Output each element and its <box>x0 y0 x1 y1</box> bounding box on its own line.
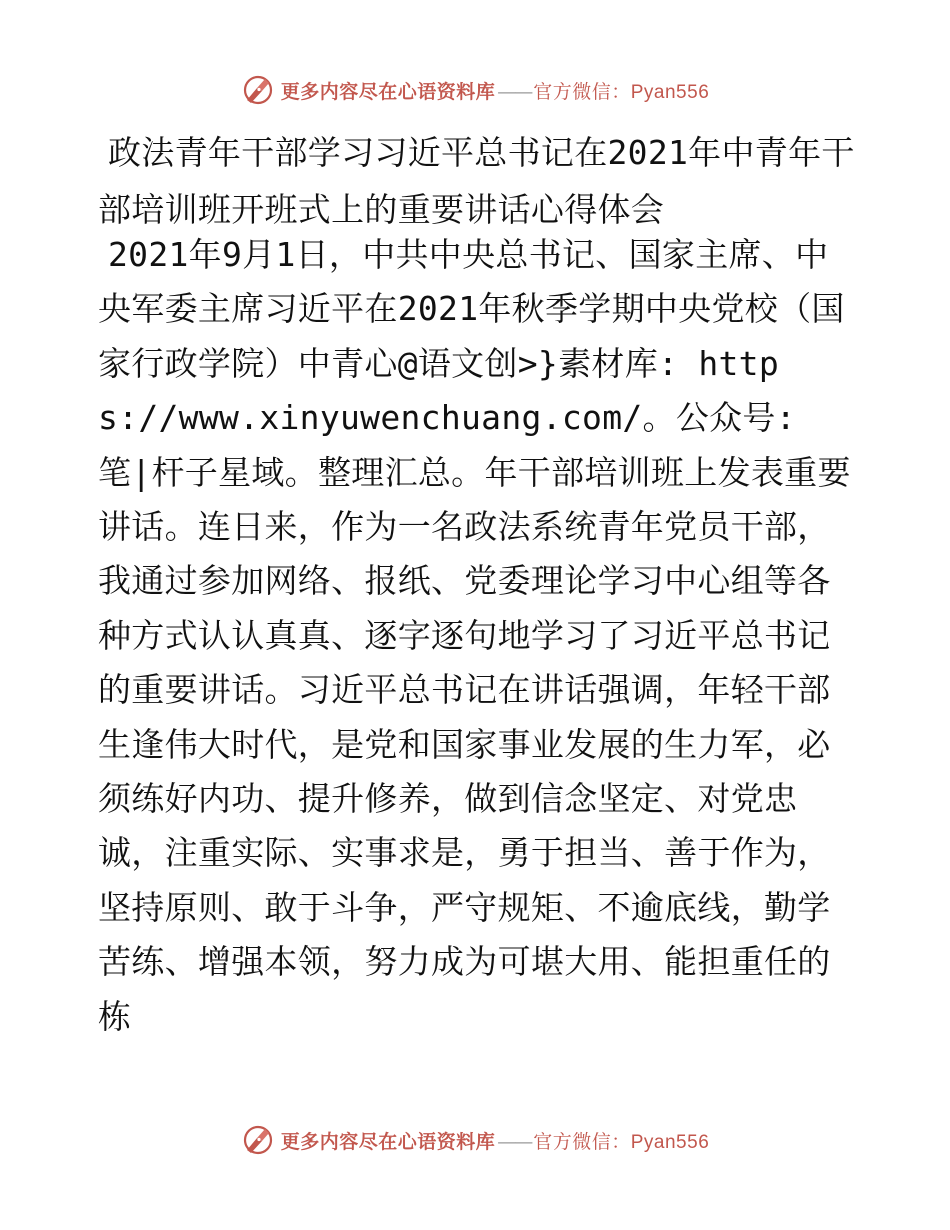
pen-nib-logo-icon <box>241 1123 275 1157</box>
banner-wechat-label: 官方微信： <box>533 1130 631 1153</box>
banner-site-text: 更多内容尽在心语资料库 <box>280 80 496 103</box>
banner-wechat-id: Pyan556 <box>630 81 710 103</box>
header-banner[interactable] <box>0 70 950 110</box>
document-title: 政法青年干部学习习近平总书记在2021年中青年干部培训班开班式上的重要讲话心得体会 <box>98 133 855 229</box>
banner-dash: —— <box>497 80 532 103</box>
banner-site-text: 更多内容尽在心语资料库 <box>280 1130 496 1153</box>
banner-text <box>281 1127 710 1154</box>
document-body-paragraph: 2021年9月1日，中共中央总书记、国家主席、中央军委主席习近平在2021年秋季学期中央党校（国家行政学院）中青心@语文创>}素材库: https://www.xinyuwenchuang.com/。公众号: 笔|杆子星域。整理汇总。年干部培训班上发表重要讲话。连日来，作为一名政法系统青年党员干部，我通过参加网络、报纸、党委理论学习中心组等各种方式认认真真、逐字逐句地学习了习近平总书记的重要讲话。习近平总书记在讲话强调，年轻干部生逢伟大时代，是党和国家事业发展的生力军，必须练好内功、提升修养，做到信念坚定、对党忠诚，注重实际、实事求是，勇于担当、善于作为，坚持原则、敢于斗争，严守规矩、不逾底线，勤学苦练、增强本领，努力成为可堪大用、能担重任的栋 <box>98 235 851 1036</box>
banner-wechat-id: Pyan556 <box>630 1131 710 1153</box>
pen-nib-logo-icon <box>241 73 275 107</box>
banner-dash: —— <box>497 1130 532 1153</box>
banner-wechat-label: 官方微信： <box>533 80 631 103</box>
footer-banner[interactable] <box>0 1120 950 1160</box>
banner-text <box>281 77 710 104</box>
